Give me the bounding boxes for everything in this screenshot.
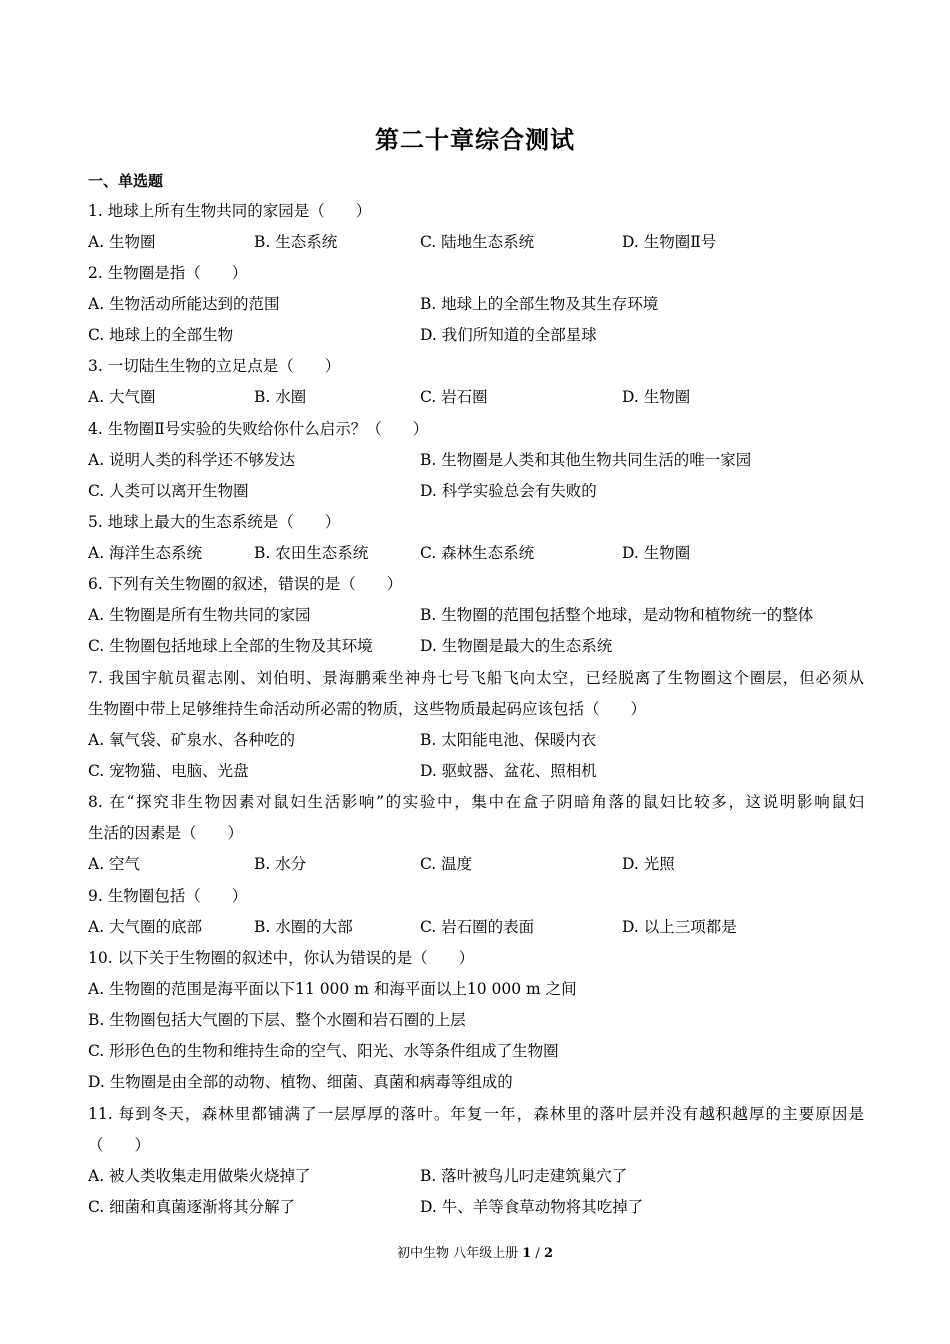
question-9-option-c: C. 岩石圈的表面 bbox=[420, 918, 535, 936]
question-11-stem-line-1: 11. 每到冬天，森林里都铺满了一层厚厚的落叶。年复一年，森林里的落叶层并没有越积越厚的主要原因是 bbox=[88, 1105, 864, 1123]
question-6-option-b: B. 生物圈的范围包括整个地球，是动物和植物统一的整体 bbox=[420, 606, 814, 624]
question-6-option-a: A. 生物圈是所有生物共同的家园 bbox=[88, 606, 311, 624]
question-10-option-d: D. 生物圈是由全部的动物、植物、细菌、真菌和病毒等组成的 bbox=[88, 1073, 513, 1091]
question-7-stem-line-1: 7. 我国宇航员翟志刚、刘伯明、景海鹏乘坐神舟七号飞船飞向太空，已经脱离了生物圈这个圈层，但必须从 bbox=[88, 669, 864, 687]
question-11-option-b: B. 落叶被鸟儿叼走建筑巢穴了 bbox=[420, 1167, 628, 1185]
question-1-option-c: C. 陆地生态系统 bbox=[420, 233, 535, 251]
question-5-option-c: C. 森林生态系统 bbox=[420, 544, 535, 562]
question-5-option-b: B. 农田生态系统 bbox=[254, 544, 369, 562]
question-3-option-c: C. 岩石圈 bbox=[420, 388, 488, 406]
question-4-option-a: A. 说明人类的科学还不够发达 bbox=[88, 451, 296, 469]
question-4-option-b: B. 生物圈是人类和其他生物共同生活的唯一家园 bbox=[420, 451, 752, 469]
question-3-option-d: D. 生物圈 bbox=[622, 388, 691, 406]
question-9-option-b: B. 水圈的大部 bbox=[254, 918, 353, 936]
question-4-option-c: C. 人类可以离开生物圈 bbox=[88, 482, 249, 500]
question-3-option-b: B. 水圈 bbox=[254, 388, 307, 406]
question-8-stem-line-2: 生活的因素是（ ） bbox=[88, 824, 244, 842]
question-9-option-d: D. 以上三项都是 bbox=[622, 918, 737, 936]
question-8-option-a: A. 空气 bbox=[88, 855, 141, 873]
question-2-option-b: B. 地球上的全部生物及其生存环境 bbox=[420, 295, 659, 313]
footer-text: 初中生物 八年级上册 bbox=[396, 1246, 523, 1261]
question-8-option-c: C. 温度 bbox=[420, 855, 473, 873]
section-heading: 一、单选题 bbox=[88, 172, 164, 190]
question-6-option-c: C. 生物圈包括地球上全部的生物及其环境 bbox=[88, 637, 373, 655]
question-7-option-c: C. 宠物猫、电脑、光盘 bbox=[88, 762, 249, 780]
question-6-option-d: D. 生物圈是最大的生态系统 bbox=[420, 637, 613, 655]
question-2-option-a: A. 生物活动所能达到的范围 bbox=[88, 295, 280, 313]
question-3-stem: 3. 一切陆生生物的立足点是（ ） bbox=[88, 357, 341, 375]
page-footer bbox=[0, 1245, 950, 1263]
question-8-option-b: B. 水分 bbox=[254, 855, 307, 873]
question-5-stem: 5. 地球上最大的生态系统是（ ） bbox=[88, 513, 341, 531]
question-4-stem: 4. 生物圈Ⅱ号实验的失败给你什么启示？（ ） bbox=[88, 420, 429, 438]
question-7-option-a: A. 氧气袋、矿泉水、各种吃的 bbox=[88, 731, 296, 749]
question-11-stem-line-2: （ ） bbox=[88, 1136, 151, 1154]
question-5-option-a: A. 海洋生态系统 bbox=[88, 544, 203, 562]
question-4-option-d: D. 科学实验总会有失败的 bbox=[420, 482, 597, 500]
question-11-option-a: A. 被人类收集走用做柴火烧掉了 bbox=[88, 1167, 311, 1185]
footer-page-number: 1 bbox=[522, 1246, 532, 1261]
question-10-option-b: B. 生物圈包括大气圈的下层、整个水圈和岩石圈的上层 bbox=[88, 1011, 466, 1029]
question-1-stem: 1. 地球上所有生物共同的家园是（ ） bbox=[88, 202, 372, 220]
question-1-option-b: B. 生态系统 bbox=[254, 233, 338, 251]
page-title: 第二十章综合测试 bbox=[375, 125, 575, 154]
question-8-option-d: D. 光照 bbox=[622, 855, 675, 873]
question-1-option-d: D. 生物圈Ⅱ号 bbox=[622, 233, 717, 251]
question-9-stem: 9. 生物圈包括（ ） bbox=[88, 887, 248, 905]
question-9-option-a: A. 大气圈的底部 bbox=[88, 918, 203, 936]
question-5-option-d: D. 生物圈 bbox=[622, 544, 691, 562]
question-10-option-c: C. 形形色色的生物和维持生命的空气、阳光、水等条件组成了生物圈 bbox=[88, 1042, 559, 1060]
question-3-option-a: A. 大气圈 bbox=[88, 388, 156, 406]
question-11-option-c: C. 细菌和真菌逐渐将其分解了 bbox=[88, 1198, 296, 1216]
question-11-option-d: D. 牛、羊等食草动物将其吃掉了 bbox=[420, 1198, 644, 1216]
question-10-stem: 10. 以下关于生物圈的叙述中，你认为错误的是（ ） bbox=[88, 949, 475, 967]
question-2-option-c: C. 地球上的全部生物 bbox=[88, 326, 234, 344]
question-7-stem-line-2: 生物圈中带上足够维持生命活动所必需的物质，这些物质最起码应该包括（ ） bbox=[88, 700, 647, 718]
footer-separator: / bbox=[531, 1246, 544, 1261]
question-10-option-a: A. 生物圈的范围是海平面以下11 000 m 和海平面以上10 000 m 之间 bbox=[88, 980, 577, 998]
question-7-option-d: D. 驱蚊器、盆花、照相机 bbox=[420, 762, 597, 780]
question-2-stem: 2. 生物圈是指（ ） bbox=[88, 264, 248, 282]
question-2-option-d: D. 我们所知道的全部星球 bbox=[420, 326, 597, 344]
question-8-stem-line-1: 8. 在“探究非生物因素对鼠妇生活影响”的实验中，集中在盒子阴暗角落的鼠妇比较多，这说明影响鼠妇 bbox=[88, 793, 864, 811]
question-6-stem: 6. 下列有关生物圈的叙述，错误的是（ ） bbox=[88, 575, 403, 593]
footer-page-total: 2 bbox=[543, 1246, 553, 1261]
question-7-option-b: B. 太阳能电池、保暖内衣 bbox=[420, 731, 597, 749]
question-1-option-a: A. 生物圈 bbox=[88, 233, 156, 251]
